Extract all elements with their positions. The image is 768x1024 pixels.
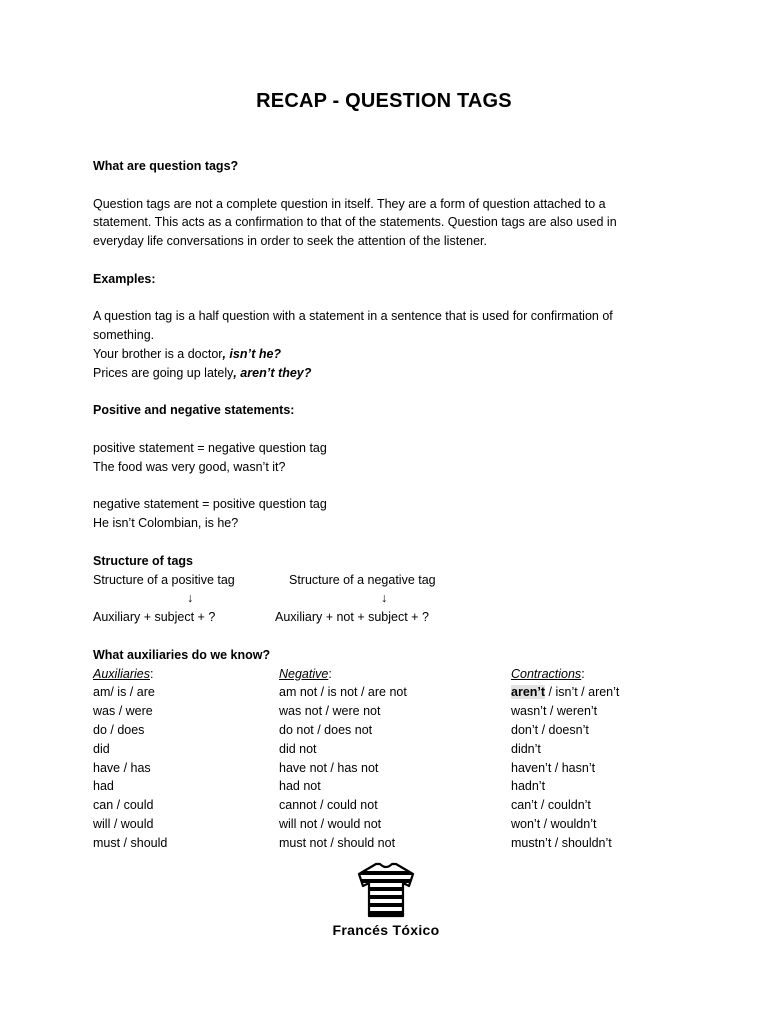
negative-cell: had not bbox=[279, 779, 321, 794]
examples-line: A question tag is a half question with a statement in a sentence that is used for confirmation of bbox=[93, 309, 613, 324]
table-row bbox=[93, 834, 693, 853]
positive-example: The food was very good, wasn’t it? bbox=[93, 459, 286, 474]
contraction-cell: can’t / couldn’t bbox=[511, 798, 591, 813]
aux-cell: was / were bbox=[93, 704, 153, 719]
negative-rule: negative statement = positive question tag bbox=[93, 497, 327, 512]
contraction-cell: aren’t / isn’t / aren’t bbox=[511, 685, 620, 700]
example-sentence bbox=[93, 345, 693, 364]
negative-cell: have not / has not bbox=[279, 760, 379, 775]
table-row bbox=[93, 721, 693, 740]
down-arrow-icon: ↓ bbox=[187, 591, 194, 606]
example-statement: Your brother is a doctor bbox=[93, 346, 223, 361]
aux-cell: did bbox=[93, 741, 110, 756]
section-heading-examples: Examples: bbox=[93, 271, 156, 286]
striped-shirt-icon bbox=[357, 862, 415, 918]
contraction-cell: hadn’t bbox=[511, 779, 546, 794]
contraction-cell: won’t / wouldn’t bbox=[511, 816, 597, 831]
structure-formulas bbox=[93, 608, 693, 627]
example-sentence bbox=[93, 364, 693, 383]
aux-cell: had bbox=[93, 779, 114, 794]
brand-name: Francés Tóxico bbox=[332, 922, 440, 938]
example-tag: , aren’t they? bbox=[233, 365, 312, 380]
header-contractions: Contractions: bbox=[511, 666, 585, 681]
table-row bbox=[93, 796, 693, 815]
positive-rule: positive statement = negative question tag bbox=[93, 440, 327, 455]
document-body bbox=[93, 157, 693, 852]
intro-line: statement. This acts as a confirmation to that of the statements. Question tags are also used in bbox=[93, 215, 617, 230]
header-negative: Negative: bbox=[279, 666, 332, 681]
negative-cell: will not / would not bbox=[279, 816, 382, 831]
section-heading-structure: Structure of tags bbox=[93, 553, 194, 568]
negative-structure-label: Structure of a negative tag bbox=[289, 572, 436, 587]
example-tag: , isn’t he? bbox=[222, 346, 282, 361]
intro-line: everyday life conversations in order to seek the attention of the listener. bbox=[93, 234, 487, 249]
table-row bbox=[93, 759, 693, 778]
positive-structure-label: Structure of a positive tag bbox=[93, 572, 235, 587]
negative-formula: Auxiliary + not + subject + ? bbox=[275, 610, 429, 625]
structure-arrows bbox=[93, 589, 693, 608]
down-arrow-icon: ↓ bbox=[381, 591, 388, 606]
negative-cell: do not / does not bbox=[279, 722, 373, 737]
aux-cell: have / has bbox=[93, 760, 151, 775]
negative-example: He isn’t Colombian, is he? bbox=[93, 516, 239, 531]
positive-formula: Auxiliary + subject + ? bbox=[93, 610, 216, 625]
highlighted-contraction: aren’t bbox=[511, 685, 546, 700]
table-row bbox=[93, 777, 693, 796]
examples-line: something. bbox=[93, 328, 155, 343]
contraction-cell: mustn’t / shouldn’t bbox=[511, 835, 612, 850]
aux-cell: will / would bbox=[93, 816, 154, 831]
negative-cell: did not bbox=[279, 741, 317, 756]
negative-cell: was not / were not bbox=[279, 704, 381, 719]
contraction-cell: wasn’t / weren’t bbox=[511, 704, 598, 719]
table-header-row bbox=[93, 665, 693, 684]
contraction-cell: don’t / doesn’t bbox=[511, 722, 589, 737]
aux-cell: can / could bbox=[93, 798, 154, 813]
negative-cell: cannot / could not bbox=[279, 798, 378, 813]
auxiliaries-table bbox=[93, 665, 693, 853]
intro-line: Question tags are not a complete question in itself. They are a form of question attached to a bbox=[93, 196, 606, 211]
brand-logo bbox=[326, 862, 446, 938]
section-heading-auxiliaries: What auxiliaries do we know? bbox=[93, 647, 271, 662]
structure-labels bbox=[93, 571, 693, 590]
aux-cell: am/ is / are bbox=[93, 685, 155, 700]
contraction-cell: haven’t / hasn’t bbox=[511, 760, 596, 775]
contraction-cell: didn’t bbox=[511, 741, 541, 756]
header-auxiliaries: Auxiliaries: bbox=[93, 666, 154, 681]
negative-cell: must not / should not bbox=[279, 835, 396, 850]
section-heading-posneg: Positive and negative statements: bbox=[93, 403, 295, 418]
table-row bbox=[93, 702, 693, 721]
example-statement: Prices are going up lately bbox=[93, 365, 234, 380]
section-heading-what: What are question tags? bbox=[93, 159, 239, 173]
negative-cell: am not / is not / are not bbox=[279, 685, 407, 700]
aux-cell: do / does bbox=[93, 722, 145, 737]
table-row bbox=[93, 683, 693, 702]
table-row bbox=[93, 740, 693, 759]
aux-cell: must / should bbox=[93, 835, 168, 850]
page-title: RECAP - QUESTION TAGS bbox=[256, 90, 512, 112]
table-row bbox=[93, 815, 693, 834]
